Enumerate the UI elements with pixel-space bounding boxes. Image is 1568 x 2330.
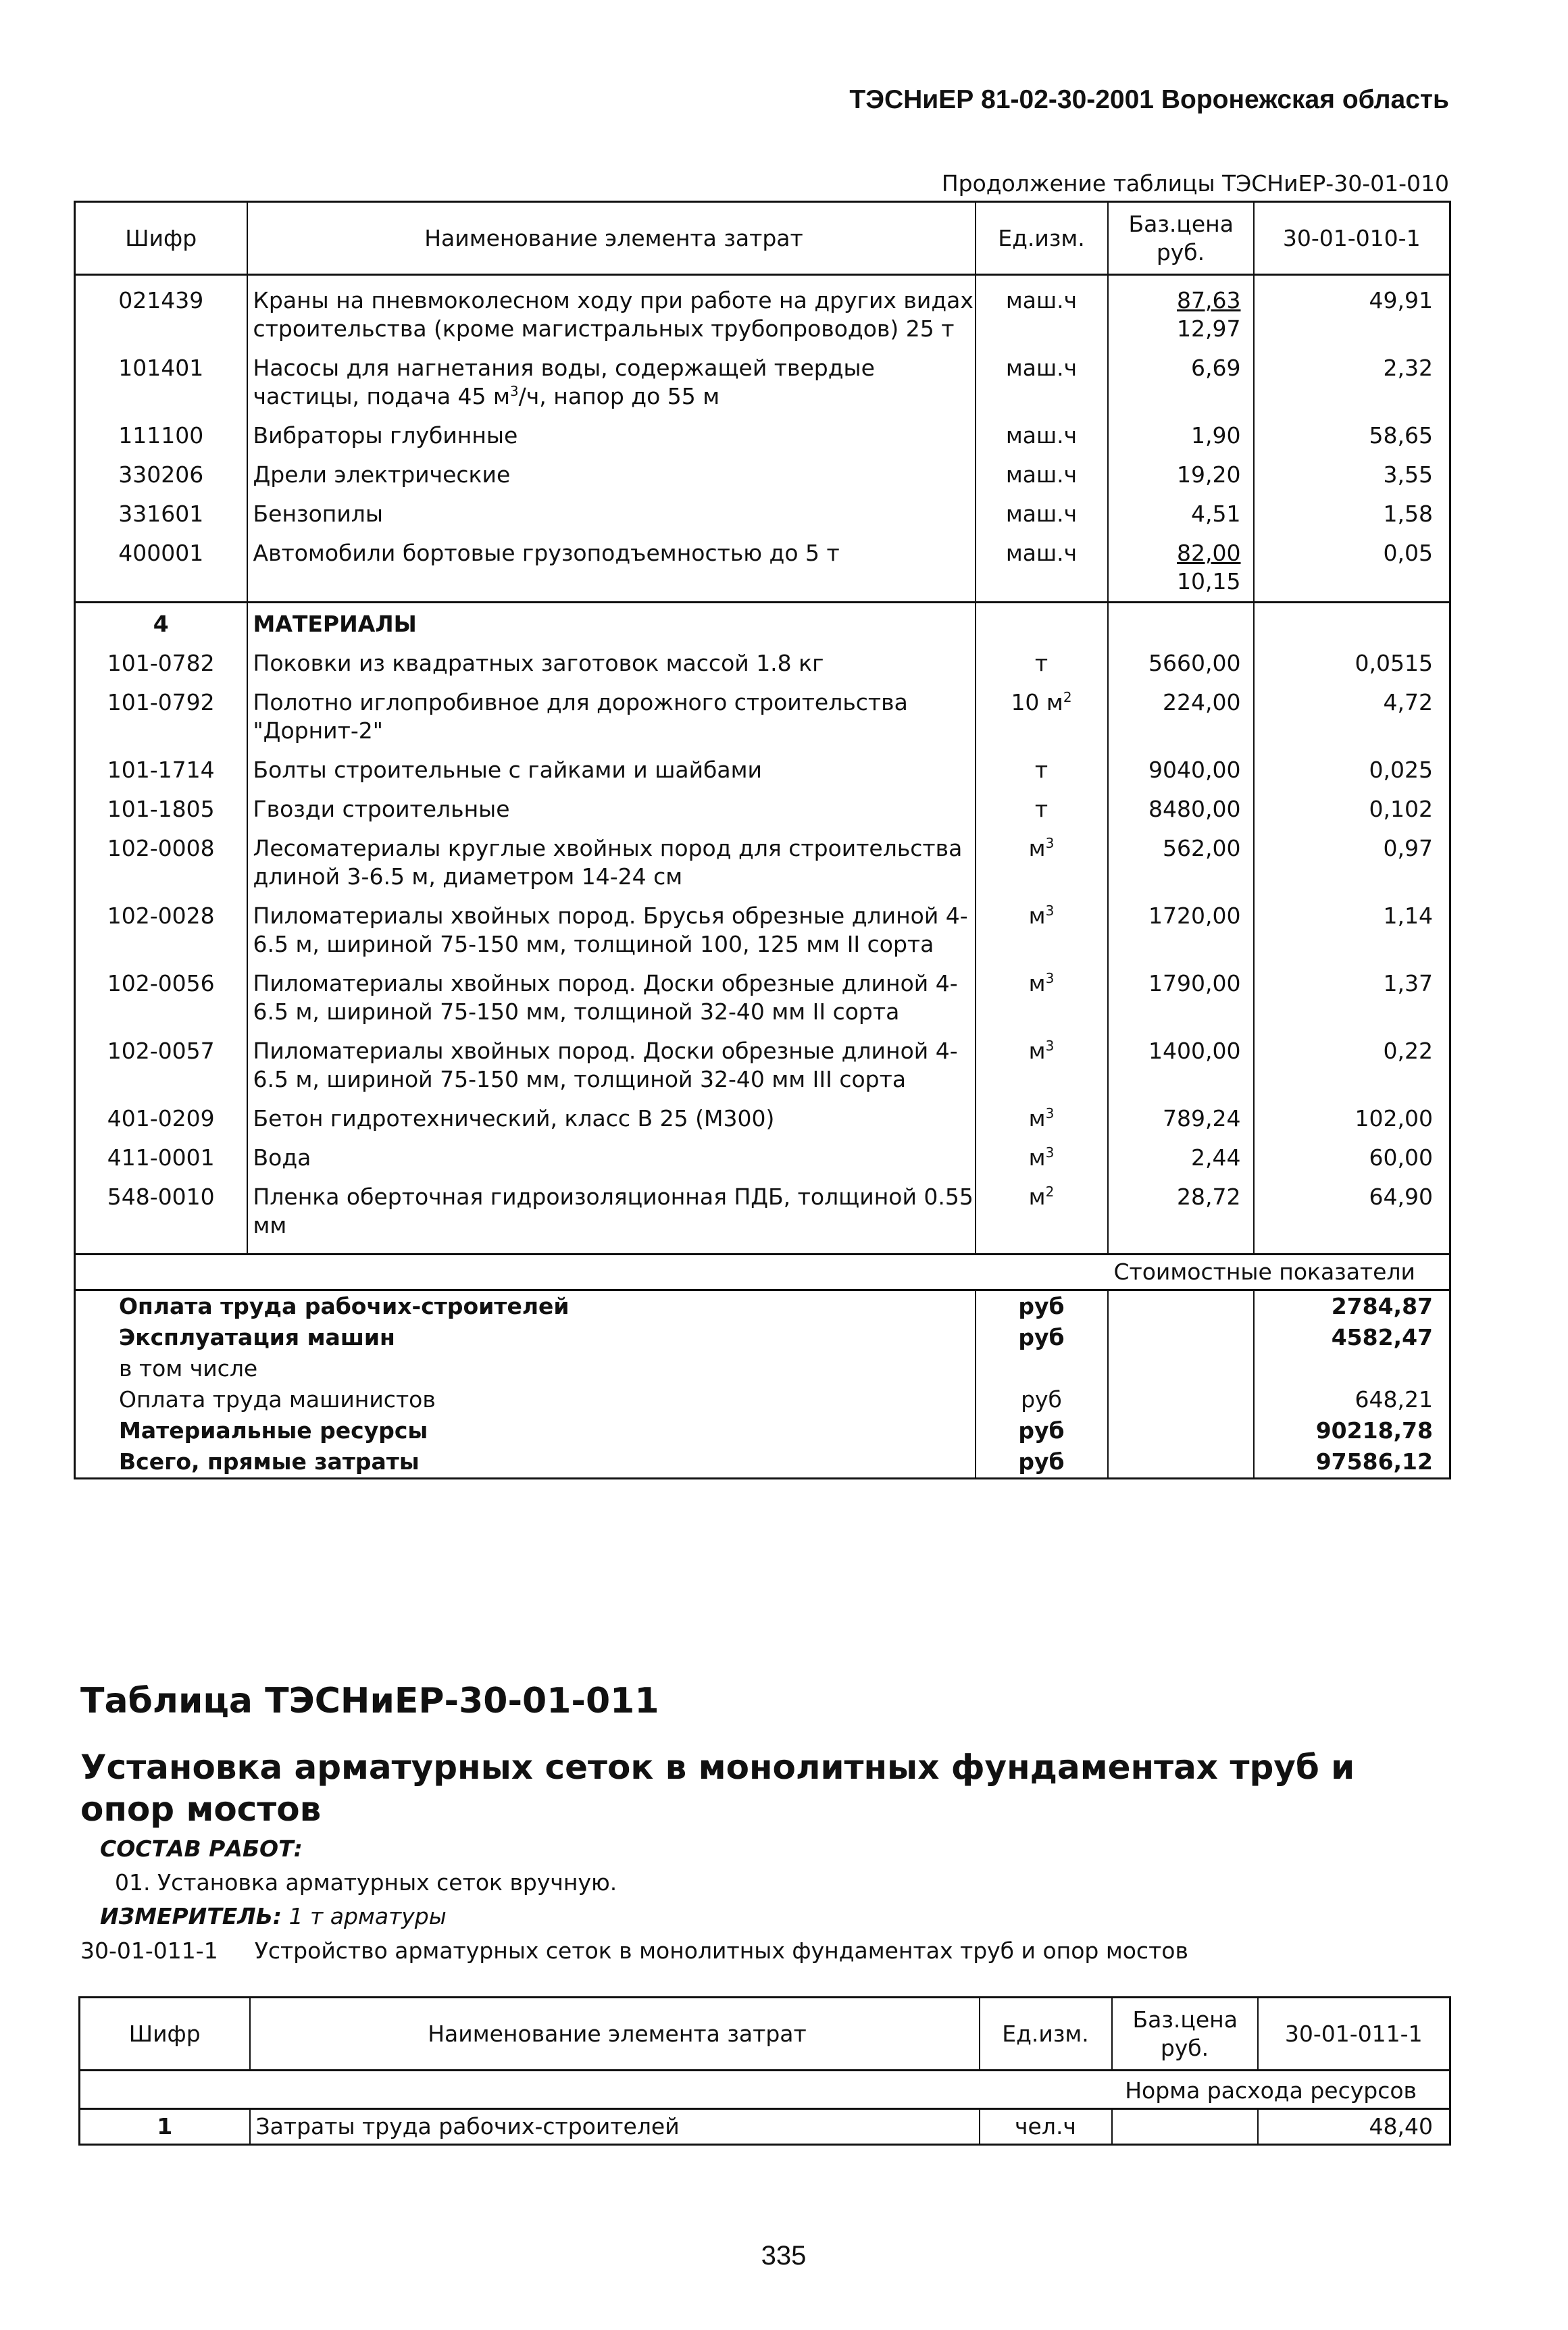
row-price — [1108, 275, 1254, 344]
superscript: 3 — [1045, 835, 1055, 851]
cost-row — [75, 1415, 1450, 1446]
row-name — [247, 275, 976, 344]
row-code: 102-0008 — [75, 824, 247, 891]
cost-label: Эксплуатация машин — [75, 1322, 976, 1353]
cost-row — [75, 1446, 1450, 1479]
row-code: 101-0782 — [75, 638, 247, 678]
row-unit — [976, 1094, 1108, 1133]
row-price: 562,00 — [1108, 824, 1254, 891]
cost-unit: руб — [976, 1446, 1108, 1479]
row-unit — [976, 784, 1108, 824]
cost-value: 4582,47 — [1331, 1324, 1433, 1350]
table-row — [75, 528, 1450, 603]
cost-row — [75, 1290, 1450, 1323]
row-unit-text: т — [1034, 796, 1048, 822]
row-norm: 4,72 — [1383, 689, 1433, 715]
running-header: ТЭСНиЕР 81-02-30-2001 Воронежская область — [849, 85, 1449, 114]
superscript: 3 — [1045, 1038, 1055, 1054]
composition-header: СОСТАВ РАБОТ: — [100, 1835, 303, 1862]
resource-table-30-01-011 — [78, 1996, 1451, 2146]
table-row — [75, 959, 1450, 1026]
row-name: Затраты труда рабочих-строителей — [250, 2109, 980, 2145]
row-norm: 0,025 — [1369, 757, 1433, 783]
row-code: 548-0010 — [75, 1172, 247, 1255]
row-norm: 60,00 — [1369, 1144, 1433, 1171]
resource-table-30-01-010 — [74, 201, 1451, 1479]
superscript: 3 — [1045, 970, 1055, 986]
cost-empty — [1108, 1415, 1254, 1446]
row-price: 1790,00 — [1108, 959, 1254, 1026]
cost-header-row — [75, 1255, 1450, 1290]
col-code-header: Шифр — [75, 202, 247, 275]
table-row — [75, 745, 1450, 784]
cost-unit: руб — [976, 1322, 1108, 1353]
row-code: 101-0792 — [75, 678, 247, 745]
row-unit — [976, 959, 1108, 1026]
superscript: 2 — [1063, 689, 1072, 705]
row-unit: чел.ч — [980, 2109, 1112, 2145]
cost-value — [1254, 1353, 1450, 1384]
row-name: Пиломатериалы хвойных пород. Доски обрезные длиной 4-6.5 м, шириной 75-150 мм, толщиной 32-40 мм II сорта — [247, 959, 976, 1026]
row-unit-text: м — [1028, 1105, 1046, 1132]
norm-code-line — [80, 1938, 1225, 1964]
row-unit — [976, 638, 1108, 678]
row-unit-text: т — [1034, 650, 1048, 676]
row-price: 8480,00 — [1108, 784, 1254, 824]
row-name — [247, 411, 976, 450]
norm-code: 30-01-011-1 — [80, 1938, 218, 1964]
col-unit-header: Ед.изм. — [976, 202, 1108, 275]
row-name-text: Бензопилы — [253, 501, 383, 527]
row-name — [247, 528, 976, 603]
row-unit — [976, 824, 1108, 891]
row-code: 021439 — [75, 275, 247, 344]
row-norm: 0,102 — [1369, 796, 1433, 822]
row-unit: маш.ч — [976, 450, 1108, 489]
row-price-value: 4,51 — [1191, 501, 1241, 527]
cost-unit: руб — [976, 1290, 1108, 1323]
row-price: 28,72 — [1108, 1172, 1254, 1255]
cost-header: Стоимостные показатели — [75, 1255, 1450, 1290]
table-row — [75, 343, 1450, 411]
norm-header: Норма расхода ресурсов — [80, 2071, 1450, 2109]
row-unit — [976, 678, 1108, 745]
row-unit — [976, 891, 1108, 959]
measure-label: ИЗМЕРИТЕЛЬ: — [100, 1903, 282, 1929]
row-unit — [976, 745, 1108, 784]
row-code: 102-0028 — [75, 891, 247, 959]
row-unit-text: м — [1028, 1038, 1046, 1064]
row-name: Пиломатериалы хвойных пород. Брусья обрезные длиной 4-6.5 м, шириной 75-150 мм, толщиной 100, 125 мм II сорта — [247, 891, 976, 959]
col-price-header: Баз.цена руб. — [1112, 1998, 1258, 2071]
cost-row — [75, 1322, 1450, 1353]
row-norm: 1,37 — [1383, 970, 1433, 996]
cost-empty — [1108, 1353, 1254, 1384]
row-unit-text: м — [1028, 835, 1046, 861]
row-price-secondary: 12,97 — [1177, 315, 1241, 342]
col-norm-header: 30-01-010-1 — [1254, 202, 1450, 275]
cost-empty — [1108, 1290, 1254, 1323]
cost-row — [75, 1353, 1450, 1384]
row-price — [1108, 450, 1254, 489]
row-norm: 102,00 — [1355, 1105, 1433, 1132]
section-empty — [1108, 603, 1254, 639]
row-name: Бетон гидротехнический, класс В 25 (М300) — [247, 1094, 976, 1133]
measure-value: 1 т арматуры — [288, 1903, 447, 1929]
row-code: 111100 — [75, 411, 247, 450]
row-norm: 0,0515 — [1355, 650, 1433, 676]
row-price-value: 19,20 — [1177, 461, 1241, 488]
row-price: 9040,00 — [1108, 745, 1254, 784]
table-row — [80, 2109, 1450, 2145]
table-continuation-label: Продолжение таблицы ТЭСНиЕР-30-01-010 — [941, 170, 1449, 197]
row-code: 101401 — [75, 343, 247, 411]
row-code: 411-0001 — [75, 1133, 247, 1172]
cost-unit: руб — [976, 1384, 1108, 1415]
col-unit-header: Ед.изм. — [980, 1998, 1112, 2071]
row-unit: маш.ч — [976, 489, 1108, 528]
row-name-text: Дрели электрические — [253, 461, 511, 488]
cost-empty — [1108, 1322, 1254, 1353]
row-name-text: Насосы для нагнетания воды, содержащей твердые частицы, подача 45 м — [253, 355, 875, 409]
row-name — [247, 489, 976, 528]
row-price — [1108, 528, 1254, 603]
row-code: 401-0209 — [75, 1094, 247, 1133]
table-row — [75, 1133, 1450, 1172]
row-code: 102-0057 — [75, 1026, 247, 1094]
row-price-value: 87,63 — [1177, 287, 1241, 313]
row-name — [247, 450, 976, 489]
row-unit: маш.ч — [976, 343, 1108, 411]
superscript: 2 — [1045, 1184, 1055, 1200]
page-number: 335 — [761, 2241, 807, 2271]
row-code: 102-0056 — [75, 959, 247, 1026]
row-price-value: 82,00 — [1177, 540, 1241, 566]
row-norm: 58,65 — [1369, 422, 1433, 449]
row-price — [1108, 411, 1254, 450]
row-name-text: Краны на пневмоколесном ходу при работе на других видах строительства (кроме магистральных трубопроводов) 25 т — [253, 287, 973, 342]
row-name-text: Автомобили бортовые грузоподъемностью до 5 т — [253, 540, 840, 566]
row-code: 331601 — [75, 489, 247, 528]
row-name: Болты строительные с гайками и шайбами — [247, 745, 976, 784]
row-norm: 0,22 — [1383, 1038, 1433, 1064]
table-row — [75, 450, 1450, 489]
table-row — [75, 1094, 1450, 1133]
row-price-secondary: 10,15 — [1177, 568, 1241, 594]
section-empty — [976, 603, 1108, 639]
table-header-row — [75, 202, 1450, 275]
row-price-value: 1,90 — [1191, 422, 1241, 449]
row-price — [1112, 2109, 1258, 2145]
cost-value: 97586,12 — [1315, 1448, 1433, 1475]
section-empty — [1254, 603, 1450, 639]
cost-value: 2784,87 — [1331, 1293, 1433, 1319]
cost-empty — [1108, 1384, 1254, 1415]
norm-header-row — [80, 2071, 1450, 2109]
table-row — [75, 1026, 1450, 1094]
table-row — [75, 678, 1450, 745]
row-price-value: 6,69 — [1191, 355, 1241, 381]
cost-label: Всего, прямые затраты — [75, 1446, 976, 1479]
col-name-header: Наименование элемента затрат — [247, 202, 976, 275]
cost-empty — [1108, 1446, 1254, 1479]
section-title: Таблица ТЭСНиЕР-30-01-011 — [80, 1681, 659, 1721]
cost-unit: руб — [976, 1415, 1108, 1446]
row-norm: 3,55 — [1383, 461, 1433, 488]
table-row — [75, 275, 1450, 344]
superscript: 3 — [1045, 1144, 1055, 1161]
cost-row — [75, 1384, 1450, 1415]
row-name: Пленка оберточная гидроизоляционная ПДБ, толщиной 0.55 мм — [247, 1172, 976, 1255]
section-subtitle: Установка арматурных сеток в монолитных фундаментах труб и опор мостов — [80, 1748, 1355, 1829]
row-price — [1108, 343, 1254, 411]
table-row — [75, 489, 1450, 528]
row-unit-text: 10 м — [1011, 689, 1063, 715]
row-unit: маш.ч — [976, 528, 1108, 603]
row-unit — [976, 1172, 1108, 1255]
col-code-header: Шифр — [80, 1998, 250, 2071]
composition-item: 01. Установка арматурных сеток вручную. — [115, 1869, 617, 1896]
row-name: Поковки из квадратных заготовок массой 1.8 кг — [247, 638, 976, 678]
row-unit-text: м — [1028, 1184, 1046, 1210]
row-norm: 0,05 — [1383, 540, 1433, 566]
cost-unit — [976, 1353, 1108, 1384]
cost-label: в том числе — [75, 1353, 976, 1384]
row-price: 224,00 — [1108, 678, 1254, 745]
row-code: 101-1805 — [75, 784, 247, 824]
measure-line — [100, 1903, 447, 1929]
row-code: 330206 — [75, 450, 247, 489]
table-row — [75, 411, 1450, 450]
cost-label: Оплата труда машинистов — [75, 1384, 976, 1415]
row-price: 1400,00 — [1108, 1026, 1254, 1094]
row-norm: 48,40 — [1369, 2113, 1433, 2139]
row-unit-text: м — [1028, 1144, 1046, 1171]
row-unit: маш.ч — [976, 411, 1108, 450]
norm-code-desc: Устройство арматурных сеток в монолитных фундаментах труб и опор мостов — [254, 1938, 1188, 1964]
table-row — [75, 1172, 1450, 1255]
row-name: Гвозди строительные — [247, 784, 976, 824]
row-name: Лесоматериалы круглые хвойных пород для строительства длиной 3-6.5 м, диаметром 14-24 см — [247, 824, 976, 891]
cost-label: Оплата труда рабочих-строителей — [75, 1290, 976, 1323]
row-unit — [976, 1133, 1108, 1172]
section-number: 4 — [75, 603, 247, 639]
row-unit — [976, 1026, 1108, 1094]
row-code: 101-1714 — [75, 745, 247, 784]
row-price: 5660,00 — [1108, 638, 1254, 678]
row-unit-text: т — [1034, 757, 1048, 783]
row-norm: 1,58 — [1383, 501, 1433, 527]
materials-section-row — [75, 603, 1450, 639]
row-norm: 1,14 — [1383, 903, 1433, 929]
row-unit-text: м — [1028, 970, 1046, 996]
table-row — [75, 638, 1450, 678]
row-price: 1720,00 — [1108, 891, 1254, 959]
table-row — [75, 824, 1450, 891]
table-row — [75, 891, 1450, 959]
row-price — [1108, 489, 1254, 528]
row-name: Пиломатериалы хвойных пород. Доски обрезные длиной 4-6.5 м, шириной 75-150 мм, толщиной 32-40 мм III сорта — [247, 1026, 976, 1094]
row-unit: маш.ч — [976, 275, 1108, 344]
table-row — [75, 784, 1450, 824]
table-header-row — [80, 1998, 1450, 2071]
col-norm-header: 30-01-011-1 — [1258, 1998, 1450, 2071]
row-name-text: Вибраторы глубинные — [253, 422, 518, 449]
section-label: МАТЕРИАЛЫ — [247, 603, 976, 639]
row-price: 789,24 — [1108, 1094, 1254, 1133]
cost-value: 648,21 — [1355, 1386, 1433, 1413]
superscript: 3 — [1045, 1105, 1055, 1121]
row-name: Вода — [247, 1133, 976, 1172]
superscript: 3 — [1045, 903, 1055, 919]
cost-label: Материальные ресурсы — [75, 1415, 976, 1446]
row-code: 1 — [80, 2109, 250, 2145]
superscript: 3 — [509, 383, 519, 399]
row-price: 2,44 — [1108, 1133, 1254, 1172]
row-norm: 0,97 — [1383, 835, 1433, 861]
row-name — [247, 343, 976, 411]
row-norm: 49,91 — [1369, 287, 1433, 313]
col-price-header: Баз.цена руб. — [1108, 202, 1254, 275]
row-name-tail: /ч, напор до 55 м — [518, 383, 720, 409]
row-unit-text: м — [1028, 903, 1046, 929]
col-name-header: Наименование элемента затрат — [250, 1998, 980, 2071]
row-norm: 64,90 — [1369, 1184, 1433, 1210]
row-name: Полотно иглопробивное для дорожного строительства "Дорнит-2" — [247, 678, 976, 745]
row-norm: 2,32 — [1383, 355, 1433, 381]
cost-value: 90218,78 — [1315, 1417, 1433, 1444]
row-code: 400001 — [75, 528, 247, 603]
